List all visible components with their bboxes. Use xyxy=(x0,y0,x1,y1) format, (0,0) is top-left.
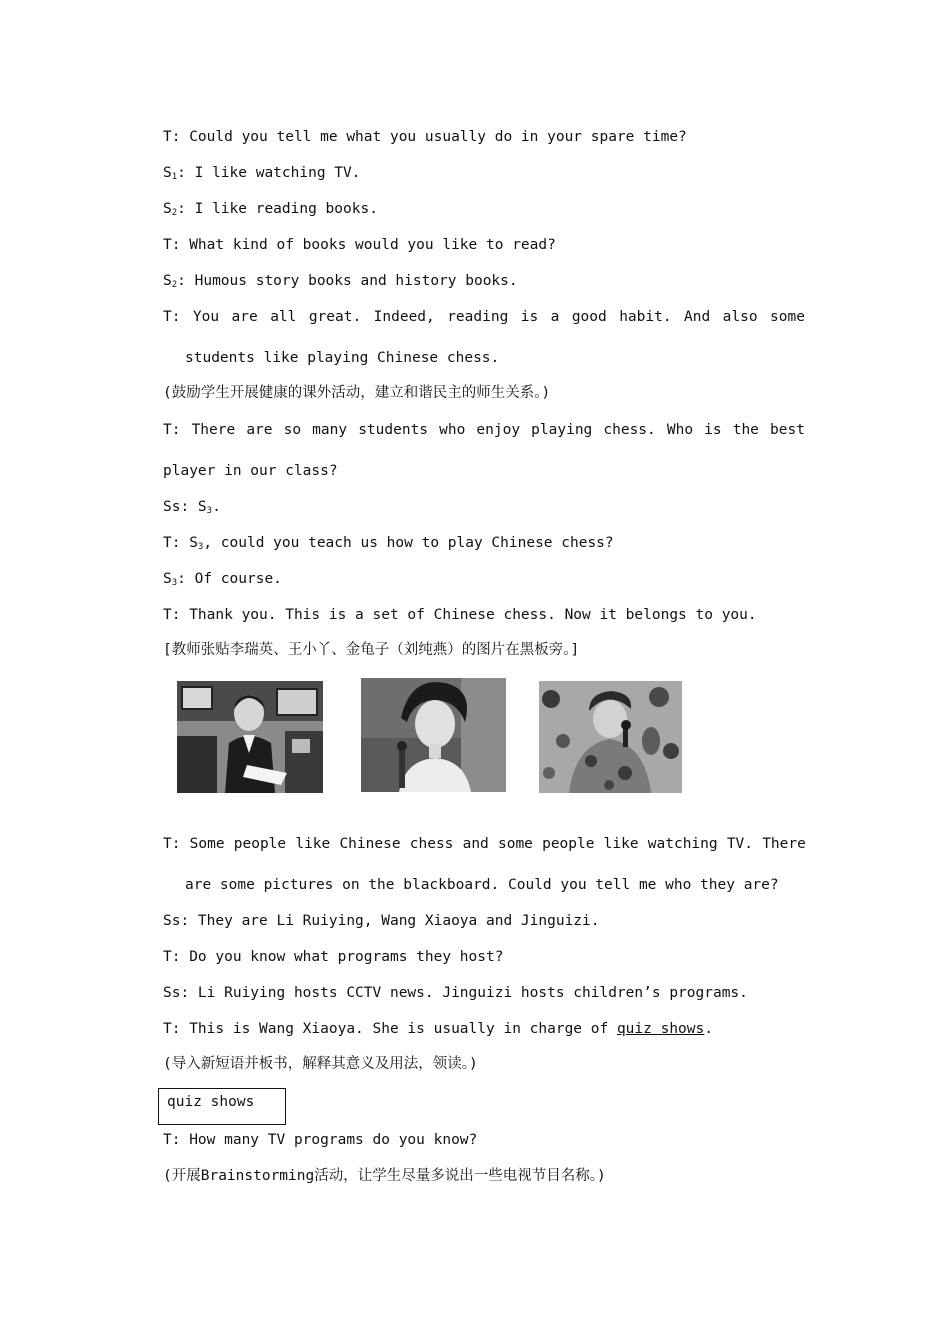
line-teacher-chess: T: There are so many students who enjoy playing chess. Who is the best xyxy=(163,422,805,438)
note-new-phrase: (导入新短语并板书，解释其意义及用法，领读。) xyxy=(163,1056,478,1072)
li-ruiying-photo xyxy=(177,681,323,793)
wang-xiaoya-photo xyxy=(361,678,506,792)
jinguizi-photo xyxy=(539,681,682,793)
quiz-shows-underlined: quiz shows xyxy=(616,1021,705,1037)
line-teacher-chess-cont: player in our class? xyxy=(163,463,338,479)
line-teacher-quiz: T: This is Wang Xiaoya. She is usually in charge of quiz shows. xyxy=(163,1021,713,1037)
line-teacher-praise-cont: students like playing Chinese chess. xyxy=(185,350,500,366)
line-student-1: $S_1$: I like watching TV. xyxy=(163,165,361,182)
line-student-3: $S_3$: Of course. xyxy=(163,571,282,588)
blackboard-phrase-box xyxy=(158,1088,286,1125)
line-student-2: $S_2$: I like reading books. xyxy=(163,201,378,218)
line-teacher-question-2: T: What kind of books would you like to read? xyxy=(163,237,556,253)
note-pictures: [教师张贴李瑞英、王小丫、金龟子（刘纯燕）的图片在黑板旁。] xyxy=(163,642,580,658)
line-students-hosts: Ss: Li Ruiying hosts CCTV news. Jinguizi hosts children’s programs. xyxy=(163,985,748,1001)
note-encourage: (鼓励学生开展健康的课外活动，建立和谐民主的师生关系。) xyxy=(163,385,551,401)
line-teacher-intro-pictures: T: Some people like Chinese chess and some people like watching TV. There xyxy=(163,836,806,852)
note-brainstorming: (开展Brainstorming活动，让学生尽量多说出一些电视节目名称。) xyxy=(163,1168,606,1184)
line-teacher-intro-pictures-cont: are some pictures on the blackboard. Could you tell me who they are? xyxy=(185,877,779,893)
line-teacher-ask-s3: T: $S_3$, could you teach us how to play Chinese chess? xyxy=(163,535,614,552)
blackboard-phrase: quiz shows xyxy=(167,1094,255,1110)
line-teacher-praise: T: You are all great. Indeed, reading is a good habit. And also some xyxy=(163,309,805,325)
line-students-names: Ss: They are Li Ruiying, Wang Xiaoya and Jinguizi. xyxy=(163,913,600,929)
line-teacher-programs: T: Do you know what programs they host? xyxy=(163,949,504,965)
line-teacher-thanks: T: Thank you. This is a set of Chinese chess. Now it belongs to you. xyxy=(163,607,757,623)
line-teacher-question-1: T: Could you tell me what you usually do in your spare time? xyxy=(163,129,687,145)
line-teacher-how-many: T: How many TV programs do you know? xyxy=(163,1132,478,1148)
line-student-2-answer: $S_2$: Humous story books and history books. xyxy=(163,273,518,290)
line-students-answer: Ss: $S_3$. xyxy=(163,499,221,516)
